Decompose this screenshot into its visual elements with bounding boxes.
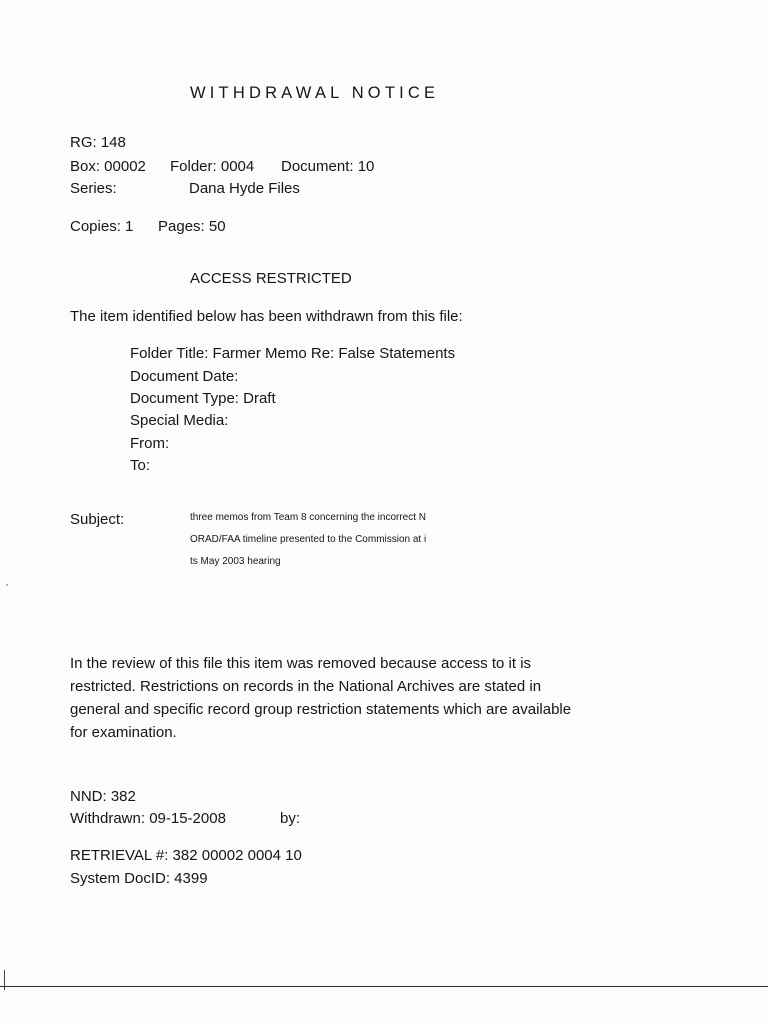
box-field: Box: 00002	[70, 158, 146, 175]
document-field: Document: 10	[281, 158, 375, 175]
copies-field: Copies: 1	[70, 218, 134, 235]
scan-speck	[6, 584, 8, 586]
access-status: ACCESS RESTRICTED	[190, 270, 352, 287]
series-value: Dana Hyde Files	[189, 180, 300, 197]
subject-line: ts May 2003 hearing	[190, 556, 281, 567]
to-field: To:	[130, 457, 151, 474]
nnd-field: NND: 382	[70, 788, 136, 805]
scan-edge-mark	[4, 970, 5, 990]
series-label: Series:	[70, 180, 117, 197]
folder-field: Folder: 0004	[170, 158, 255, 175]
document-type-field: Document Type: Draft	[130, 390, 276, 407]
review-line: for examination.	[70, 724, 177, 741]
document-date-field: Document Date:	[130, 368, 239, 385]
review-line: general and specific record group restriction statements which are available	[70, 701, 572, 718]
page-title: WITHDRAWAL NOTICE	[190, 84, 440, 102]
review-paragraph	[70, 652, 630, 744]
bottom-rule	[0, 986, 768, 987]
review-line: In the review of this file this item was removed because access to it is	[70, 655, 532, 672]
subject-line: ORAD/FAA timeline presented to the Commission at i	[190, 534, 427, 545]
withdrawn-by-field: by:	[280, 810, 301, 827]
from-field: From:	[130, 435, 170, 452]
system-docid: System DocID: 4399	[70, 870, 208, 887]
review-line: restricted. Restrictions on records in the National Archives are stated in	[70, 678, 542, 695]
rg-field: RG: 148	[70, 134, 126, 151]
pages-field: Pages: 50	[158, 218, 226, 235]
withdrawn-intro: The item identified below has been withdrawn from this file:	[70, 308, 463, 325]
subject-label: Subject:	[70, 511, 125, 528]
withdrawn-date-field: Withdrawn: 09-15-2008	[70, 810, 226, 827]
retrieval-number: RETRIEVAL #: 382 00002 0004 10	[70, 847, 302, 864]
special-media-field: Special Media:	[130, 412, 229, 429]
subject-line: three memos from Team 8 concerning the incorrect N	[190, 512, 427, 523]
folder-title-field: Folder Title: Farmer Memo Re: False Statements	[130, 345, 456, 362]
